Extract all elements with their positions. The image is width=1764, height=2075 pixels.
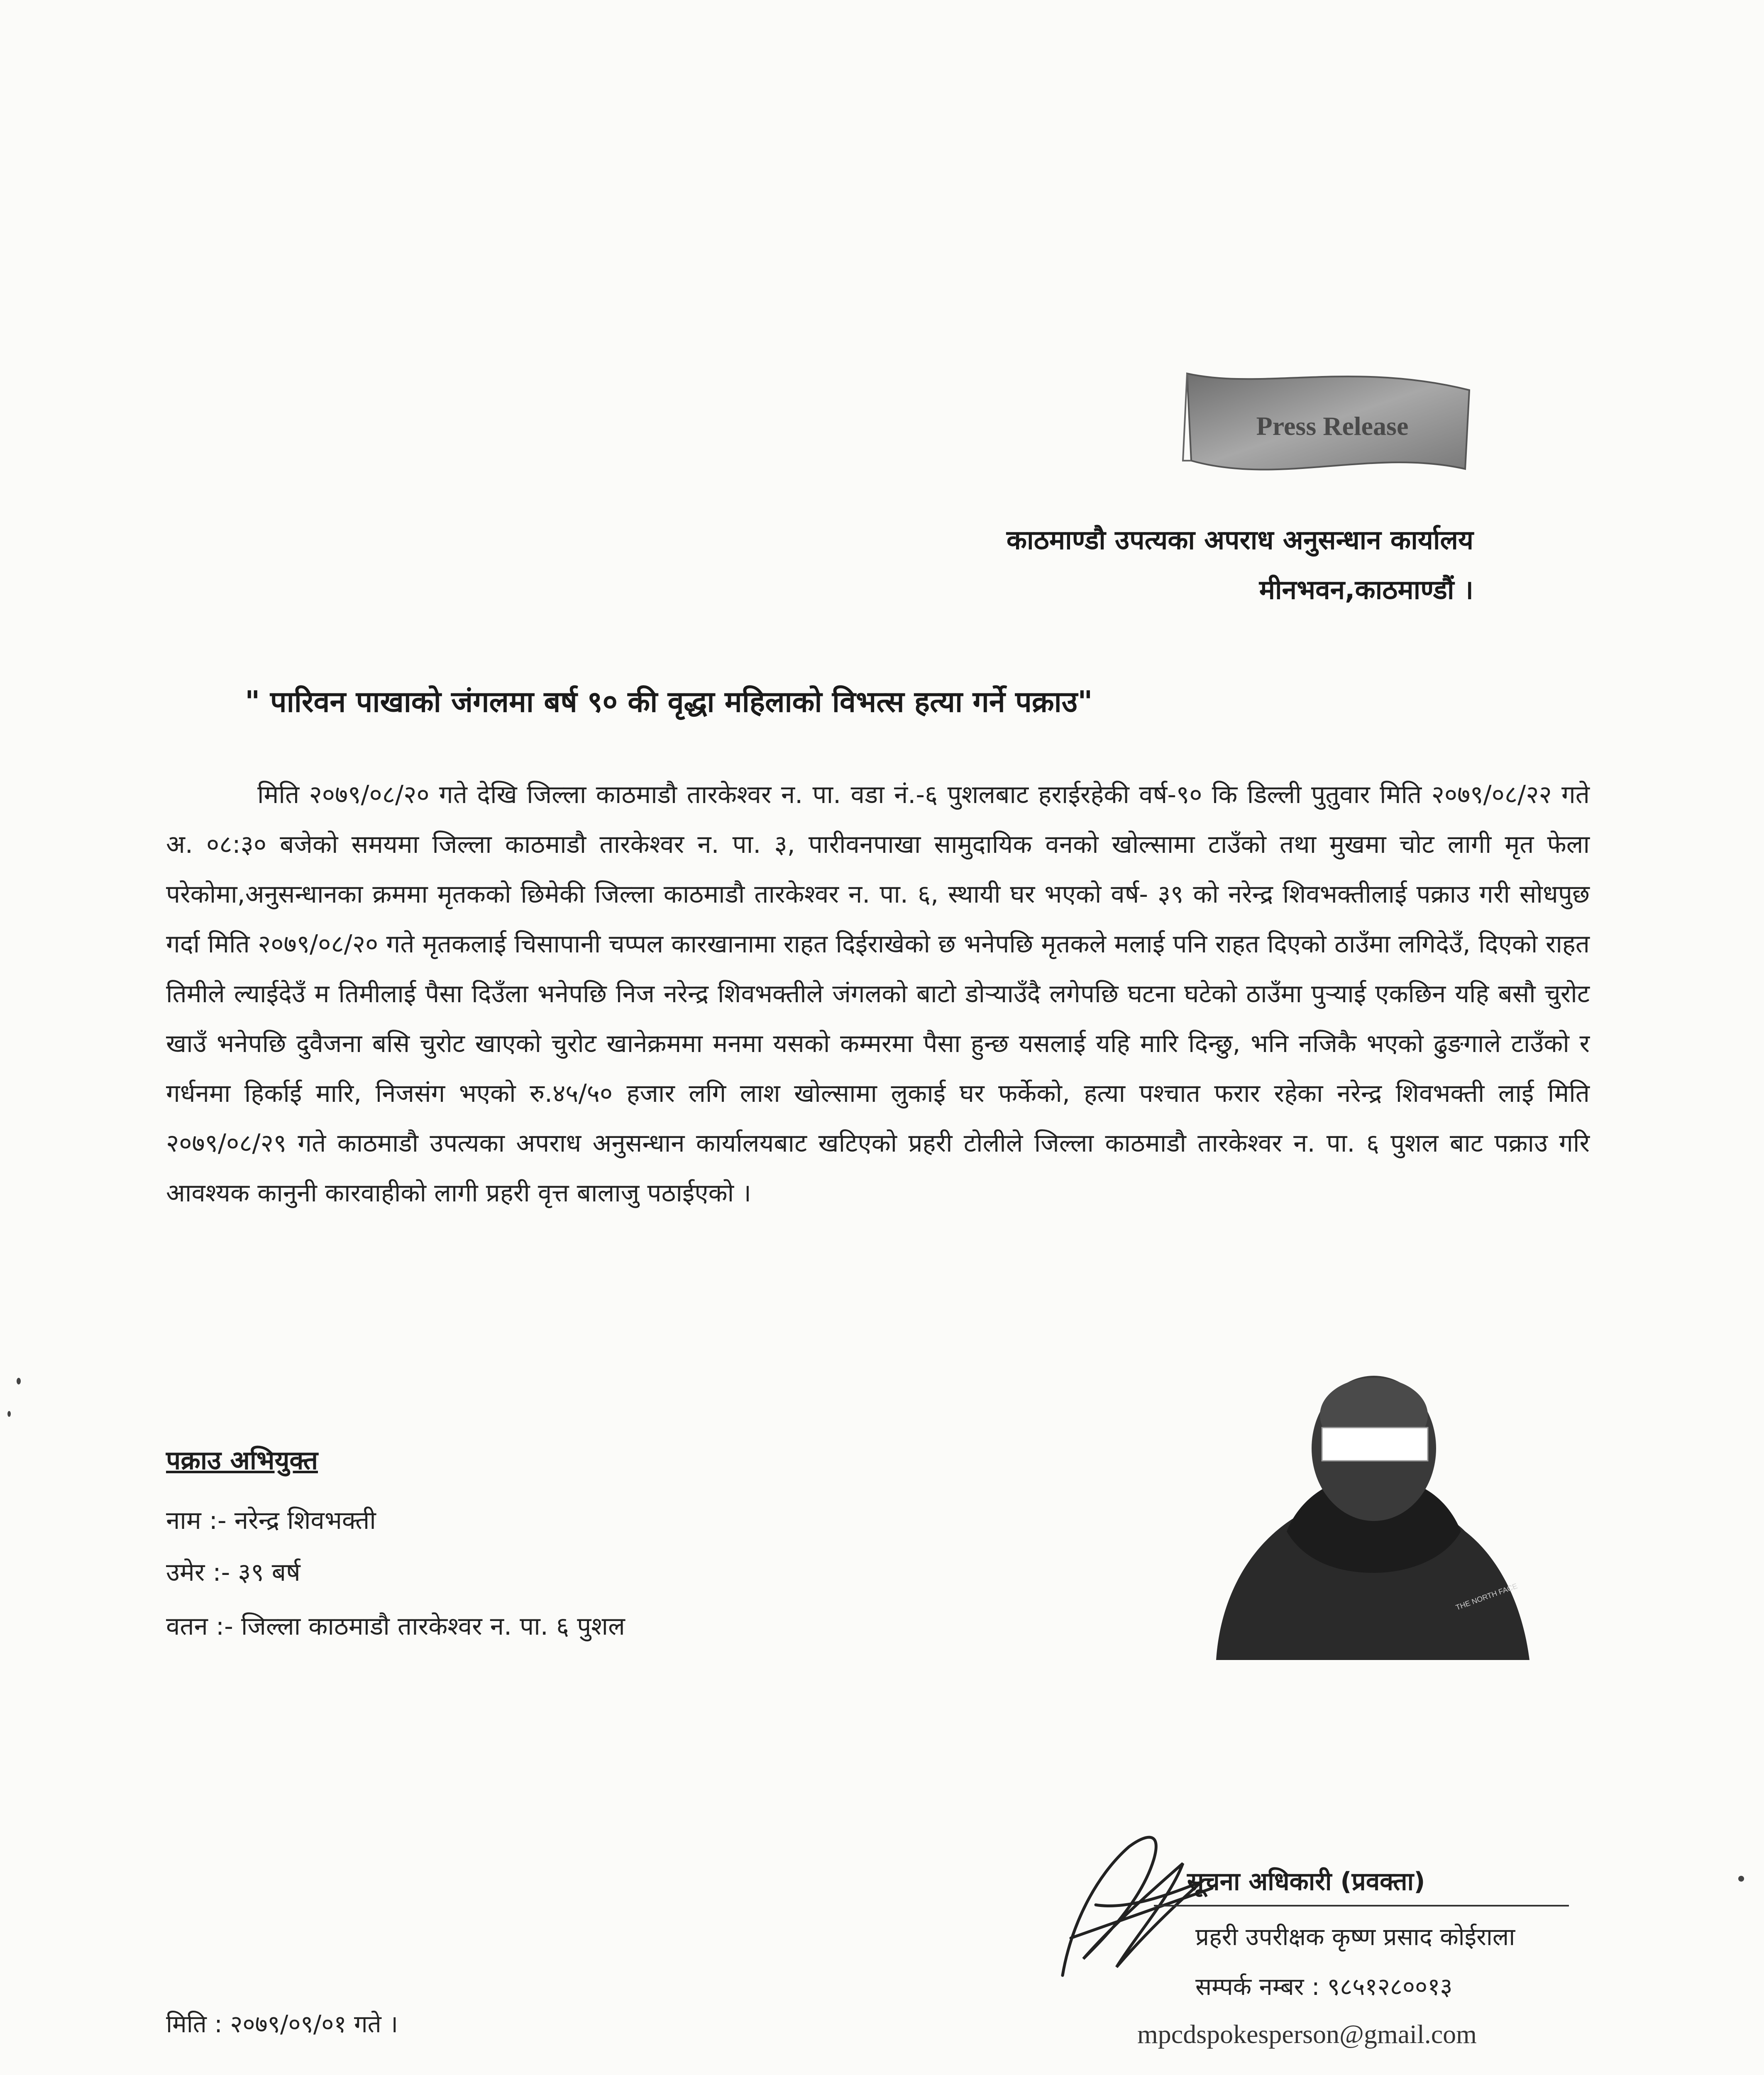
jacket-logo: THE NORTH FACE xyxy=(1454,1582,1519,1612)
signature-rule xyxy=(1154,1905,1569,1907)
signatory-phone: सम्पर्क नम्बर : ९८५१२८००१३ xyxy=(1195,1972,1453,2001)
headline: " पारिवन पाखाको जंगलमा बर्ष ९० की वृद्धा महिलाको विभत्स हत्या गर्ने पक्राउ" xyxy=(245,685,1093,719)
accused-address: वतन :- जिल्ला काठमाडौ तारकेश्वर न. पा. ६ पुशल xyxy=(166,1612,625,1641)
eye-mask xyxy=(1322,1428,1428,1461)
signature-scribble xyxy=(1046,1801,1220,2000)
scan-speck xyxy=(1738,1876,1744,1882)
body-paragraph: मिति २०७९/०८/२० गते देखि जिल्ला काठमाडौ तारकेश्वर न. पा. वडा नं.-६ पुशलबाट हराईरहेकी वर्ष-९० कि डिल्ली पुतुवार मिति २०७९/०८/२२ गते अ. ०८:३० बजेको समयमा जिल्ला काठमाडौ तारकेश्वर न. पा. ३, पारीवनपाखा सामुदायिक वनको खोल्सामा टाउँको तथा मुखमा चोट लागी मृत फेला परेकोमा,अनुसन्धानका क्रममा मृतकको छिमेकी जिल्ला काठमाडौ तारकेश्वर न. पा. ६, स्थायी घर भएको वर्ष- ३९ को नरेन्द्र शिवभक्तीलाई पक्राउ गरी सोधपुछ गर्दा मिति २०७९/०८/२० गते मृतकलाई चिसापानी चप्पल कारखानामा राहत दिईराखेको छ भनेपछि मृतकले मलाई पनि राहत दिएको ठाउँमा लगिदेउँ, दिएको राहत तिमीले ल्याईदेउँ म तिमीलाई पैसा दिउँला भनेपछि निज नरेन्द्र शिवभक्तीले जंगलको बाटो डोऱ्याउँदै लगेपछि घटना घटेको ठाउँमा पुऱ्याई एकछिन यहि बसौ चुरोट खाउँ भनेपछि दुवैजना बसि चुरोट खाएको चुरोट खानेक्रममा मनमा यसको कम्मरमा पैसा हुन्छ यसलाई यहि मारि दिन्छु, भनि नजिकै भएको ढुङगाले टाउँको र गर्धनमा हिर्काई मारि, निजसंग भएको रु.४५/५० हजार लगि लाश खोल्सामा लुकाई घर फर्केको, हत्या पश्चात फरार रहेका नरेन्द्र शिवभक्ती लाई मिति २०७९/०८/२९ गते काठमाडौ उपत्यका अपराध अनुसन्धान कार्यालयबाट खटिएको प्रहरी टोलीले जिल्ला काठमाडौ तारकेश्वर न. पा. ६ पुशल बाट पक्राउ गरि आवश्यक कानुनी कारवाहीको लागी प्रहरी वृत्त बालाजु पठाईएको । xyxy=(166,780,1590,1208)
signatory-officer: प्रहरी उपरीक्षक कृष्ण प्रसाद कोईराला xyxy=(1195,1923,1515,1951)
accused-name: नाम :- नरेन्द्र शिवभक्ती xyxy=(166,1506,376,1535)
scan-speck xyxy=(7,1411,11,1417)
scan-speck xyxy=(17,1378,21,1384)
accused-photo xyxy=(1212,1365,1532,1660)
office-address: मीनभवन,काठमाण्डौं । xyxy=(1259,575,1473,605)
accused-heading: पक्राउ अभियुक्त xyxy=(166,1445,318,1475)
release-date: मिति : २०७९/०९/०१ गते । xyxy=(166,2010,398,2038)
office-name: काठमाण्डौ उपत्यका अपराध अनुसन्धान कार्यालय xyxy=(1006,525,1473,556)
signatory-title: सूचना अधिकारी (प्रवक्ता) xyxy=(1187,1867,1425,1896)
signatory-email: mpcdspokesperson@gmail.com xyxy=(1137,2019,1477,2049)
banner-label: Press Release xyxy=(1256,411,1409,441)
accused-age: उमेर :- ३९ बर्ष xyxy=(166,1558,301,1587)
